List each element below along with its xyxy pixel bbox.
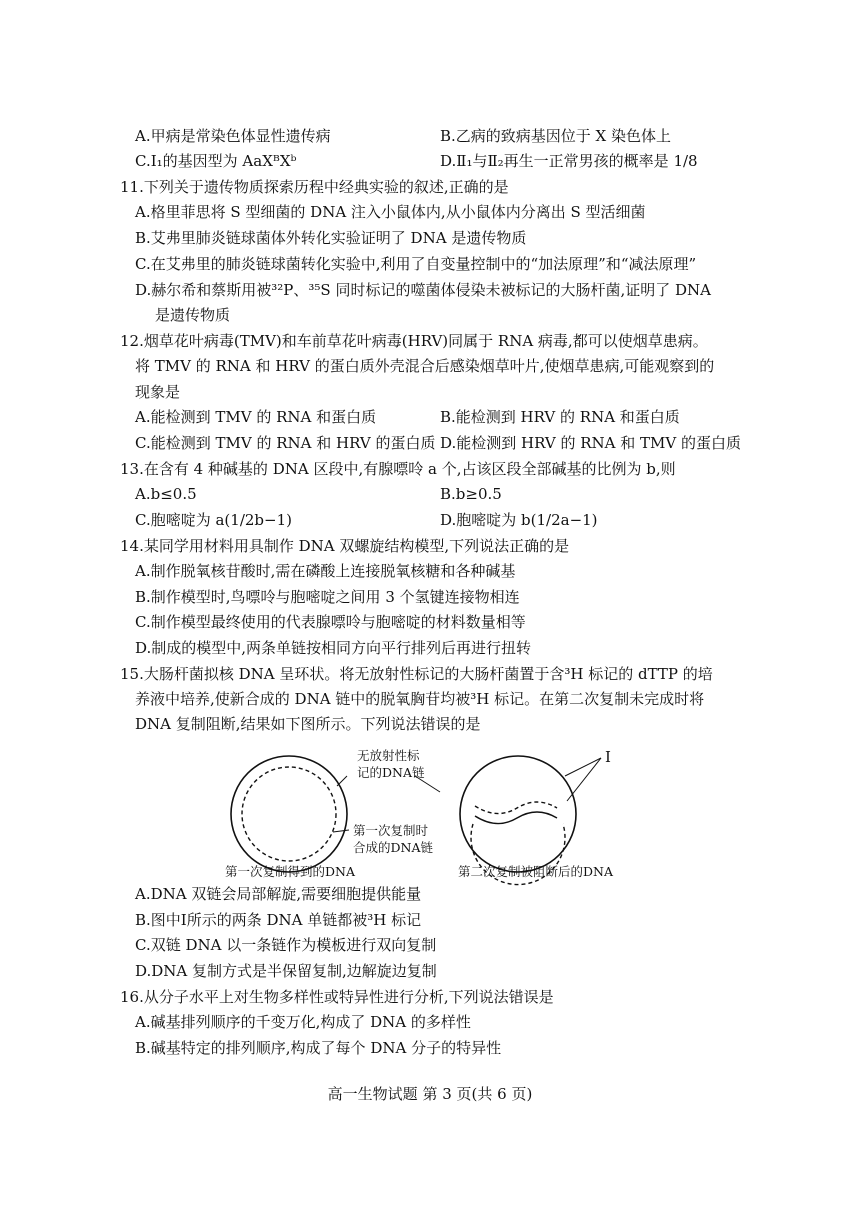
q13-option-c: C.胞嘧啶为 a(1/2b−1) (135, 511, 292, 529)
page-footer: 高一生物试题 第 3 页(共 6 页) (327, 1085, 533, 1103)
right-outer-strand (460, 756, 576, 872)
left-inner-strand (242, 767, 336, 861)
q11-option-c: C.在艾弗里的肺炎链球菌转化实验中,利用了自变量控制中的“加法原理”和“减法原理” (135, 255, 697, 273)
q15-option-d: D.DNA 复制方式是半保留复制,边解旋边复制 (135, 962, 437, 980)
q12-option-a: A.能检测到 TMV 的 RNA 和蛋白质 (135, 408, 377, 426)
q11-option-d-cont: 是遗传物质 (155, 306, 231, 324)
q14-stem: 14.某同学用材料用具制作 DNA 双螺旋结构模型,下列说法正确的是 (120, 537, 570, 555)
q11-stem: 11.下列关于遗传物质探索历程中经典实验的叙述,正确的是 (120, 178, 509, 196)
q12-option-d: D.能检测到 HRV 的 RNA 和 TMV 的蛋白质 (440, 434, 741, 452)
q11-option-a: A.格里菲思将 S 型细菌的 DNA 注入小鼠体内,从小鼠体内分离出 S 型活细菌 (135, 203, 646, 221)
q16-option-b: B.碱基特定的排列顺序,构成了每个 DNA 分子的特异性 (135, 1039, 502, 1057)
label-first-synth-strand-2: 合成的DNA链 (353, 840, 433, 855)
q15-option-a: A.DNA 双链会局部解旋,需要细胞提供能量 (135, 885, 422, 903)
q12-stem-3: 现象是 (135, 383, 181, 401)
q10-option-d: D.Ⅱ₁与Ⅱ₂再生一正常男孩的概率是 1/8 (440, 152, 698, 170)
q13-option-a: A.b≤0.5 (135, 485, 197, 503)
caption-right: 第二次复制被阻断后的DNA (458, 864, 613, 879)
q12-stem-1: 12.烟草花叶病毒(TMV)和车前草花叶病毒(HRV)同属于 RNA 病毒,都可以使烟草患病。 (120, 332, 708, 350)
left-outer-strand (231, 756, 347, 872)
q13-option-b: B.b≥0.5 (440, 485, 502, 503)
label-first-synth-strand-1: 第一次复制时 (353, 823, 429, 838)
q16-stem: 16.从分子水平上对生物多样性或特异性进行分析,下列说法错误是 (120, 988, 554, 1006)
q12-option-b: B.能检测到 HRV 的 RNA 和蛋白质 (440, 408, 680, 426)
label-unlabeled-strand-2: 记的DNA链 (357, 765, 425, 780)
q13-option-d: D.胞嘧啶为 b(1/2a−1) (440, 511, 598, 529)
q14-option-d: D.制成的模型中,两条单链按相同方向平行排列后再进行扭转 (135, 639, 532, 657)
q14-option-b: B.制作模型时,鸟嘌呤与胞嘧啶之间用 3 个氢键连接物相连 (135, 588, 520, 606)
q15-option-b: B.图中Ⅰ所示的两条 DNA 单链都被³H 标记 (135, 911, 422, 929)
q14-option-a: A.制作脱氧核苷酸时,需在磷酸上连接脱氧核糖和各种碱基 (135, 562, 516, 580)
q15-stem-2: 养液中培养,使新合成的 DNA 链中的脱氧胸苷均被³H 标记。在第二次复制未完成时将 (135, 690, 705, 708)
q13-stem: 13.在含有 4 种碱基的 DNA 区段中,有腺嘌呤 a 个,占该区段全部碱基的比例为 b,则 (120, 460, 676, 478)
label-I-line-1 (565, 758, 601, 776)
q12-option-c: C.能检测到 TMV 的 RNA 和 HRV 的蛋白质 (135, 434, 436, 452)
q15-stem-1: 15.大肠杆菌拟核 DNA 呈环状。将无放射性标记的大肠杆菌置于含³H 标记的 dTTP 的培 (120, 665, 713, 683)
q10-option-c: C.Ⅰ₁的基因型为 AaXᴮXᵇ (135, 152, 297, 170)
q12-stem-2: 将 TMV 的 RNA 和 HRV 的蛋白质外壳混合后感染烟草叶片,使烟草患病,可能观察到的 (135, 357, 715, 375)
q11-option-b: B.艾弗里肺炎链球菌体外转化实验证明了 DNA 是遗传物质 (135, 229, 527, 247)
label-I: Ⅰ (605, 748, 611, 766)
q10-option-b: B.乙病的致病基因位于 X 染色体上 (440, 127, 672, 145)
replication-bubble-lower (475, 812, 557, 824)
leader-line-top (337, 776, 347, 786)
caption-left: 第一次复制得到的DNA (225, 864, 355, 879)
q15-option-c: C.双链 DNA 以一条链作为模板进行双向复制 (135, 936, 437, 954)
q14-option-c: C.制作模型最终使用的代表腺嘌呤与胞嘧啶的材料数量相等 (135, 613, 526, 631)
replication-bubble-upper (475, 802, 557, 814)
q10-option-a: A.甲病是常染色体显性遗传病 (135, 127, 331, 145)
q15-stem-3: DNA 复制阻断,结果如下图所示。下列说法错误的是 (135, 715, 481, 733)
q16-option-a: A.碱基排列顺序的千变万化,构成了 DNA 的多样性 (135, 1013, 471, 1031)
q11-option-d: D.赫尔希和蔡斯用被³²P、³⁵S 同时标记的噬菌体侵染未被标记的大肠杆菌,证明了 DNA (135, 281, 711, 299)
label-I-line-2 (567, 758, 601, 801)
leader-line-bottom-left (333, 830, 349, 832)
label-unlabeled-strand-1: 无放射性标 (357, 748, 420, 763)
